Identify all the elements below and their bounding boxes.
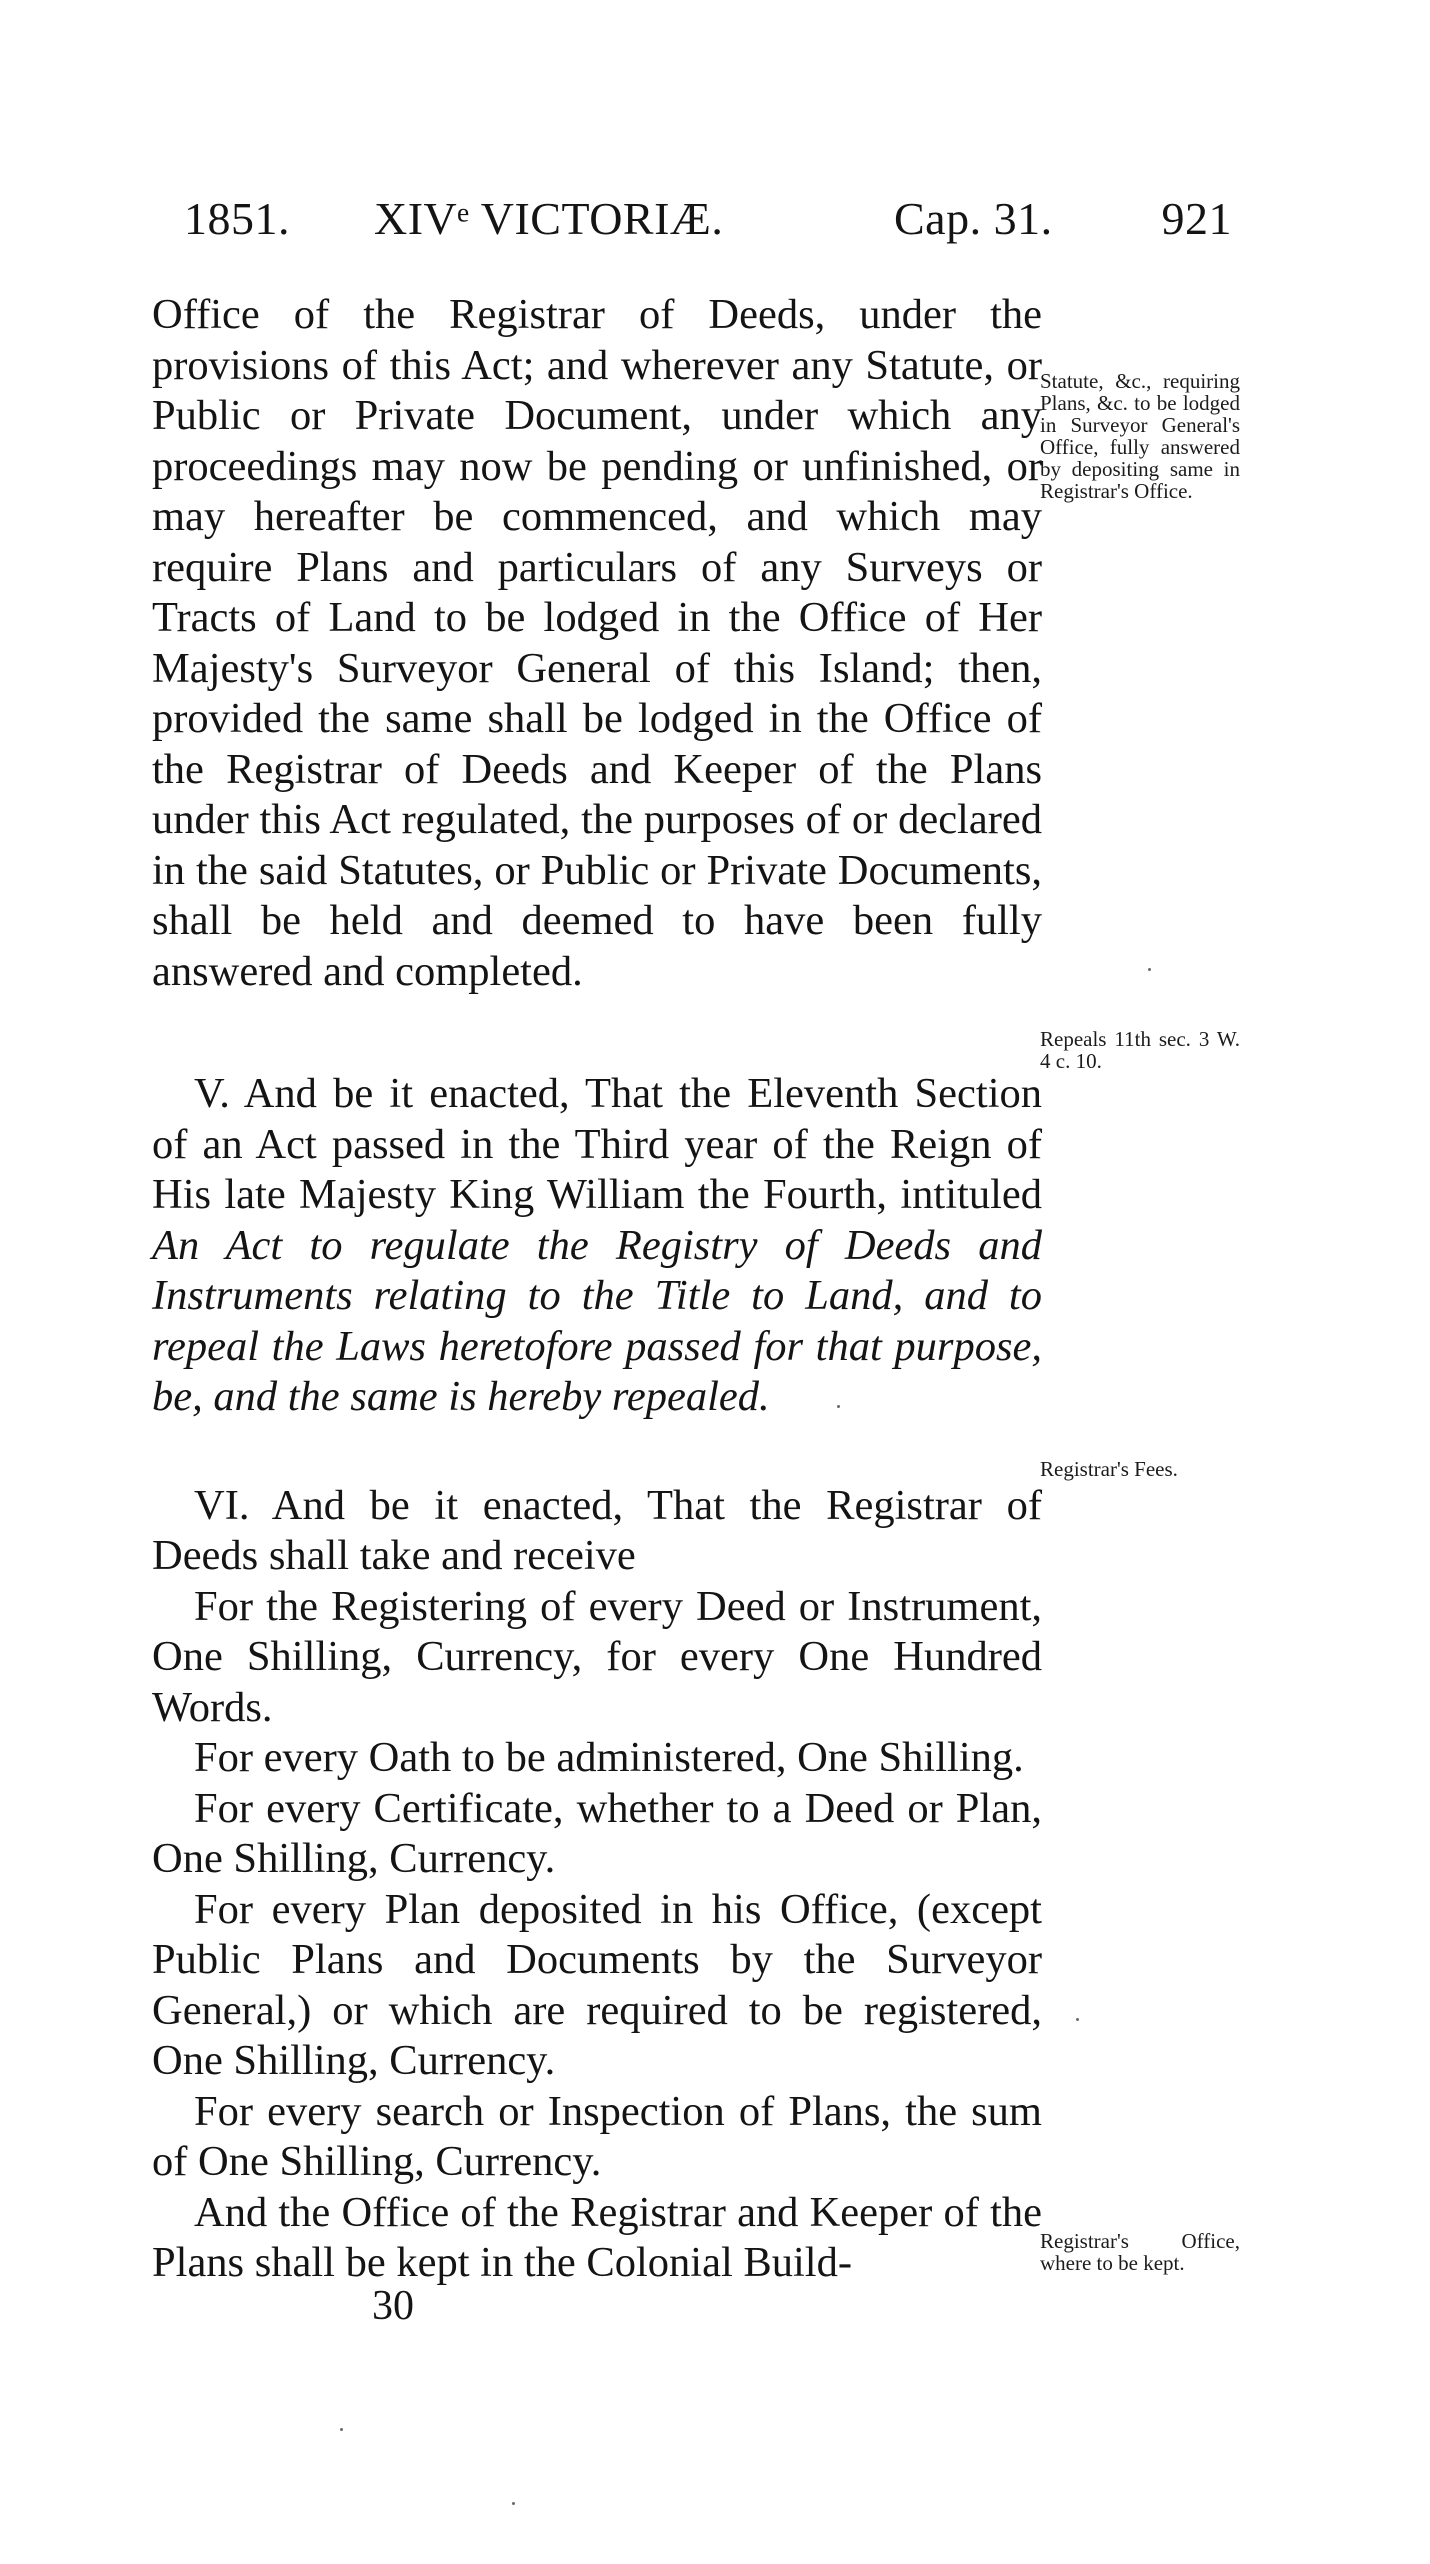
running-header xyxy=(184,192,1232,252)
signature-mark: 30 xyxy=(372,2283,414,2329)
fee-item: For every search or Inspection of Plans, the sum of One Shilling, Currency. xyxy=(152,2087,1042,2185)
header-title: XIVᵉ VICTORIÆ. xyxy=(374,193,724,244)
margin-note-fees: Registrar's Fees. xyxy=(1040,1457,1178,1481)
section-vi: VI. And be it enacted, That the Registrar of Deeds shall take and receive xyxy=(152,1481,1042,1579)
fee-item: For every Oath to be administered, One Shilling. xyxy=(194,1734,1024,1781)
section-v xyxy=(152,1069,1042,1423)
closing-paragraph: And the Office of the Registrar and Keeper of the Plans shall be kept in the Colonial Build- xyxy=(152,2188,1042,2286)
header-year: 1851. xyxy=(184,193,290,244)
ink-speck xyxy=(512,2502,515,2505)
ink-speck xyxy=(1076,2018,1079,2021)
ink-speck xyxy=(1148,968,1151,971)
margin-note-statute: Statute, &c., requiring Plans, &c. to be lodged in Surveyor General's Office, fully answered by depositing same in Registrar's Office. xyxy=(1040,369,1240,503)
header-chapter: Cap. 31. xyxy=(894,193,1053,244)
section-v-act-title: An Act to regulate the Registry of Deeds and Instruments relating to the Title to Land, and to repeal the Laws heretofore passed for that purpose, be, and the same is hereby repealed. xyxy=(152,1221,1042,1420)
margin-note-office: Registrar's Office, where to be kept. xyxy=(1040,2229,1240,2275)
section-v-text: V. And be it enacted, That the Eleventh Section of an Act passed in the Third year of the Reign of His late Majesty King William the Fourth, intituled xyxy=(152,1070,1042,1218)
header-page-number: 921 xyxy=(1161,193,1232,244)
ink-speck xyxy=(340,2428,343,2431)
margin-note-repeal: Repeals 11th sec. 3 W. 4 c. 10. xyxy=(1040,1027,1240,1073)
ink-speck xyxy=(837,1405,840,1408)
paragraph-continuation: Office of the Registrar of Deeds, under the provisions of this Act; and wherever any Statute, or Public or Private Document, under which any proceedings may now be pending or unfinished, or may hereafter be commenced, and which may require Plans and particulars of any Surveys or Tracts of Land to be lodged in the Office of Her Majesty's Surveyor General of this Island; then, provided the same shall be lodged in the Office of the Registrar of Deeds and Keeper of the Plans under this Act regulated, the purposes of or declared in the said Statutes, or Public or Private Documents, shall be held and deemed to have been fully answered and completed. xyxy=(152,291,1042,995)
fee-item: For every Certificate, whether to a Deed or Plan, One Shilling, Currency. xyxy=(152,1784,1042,1882)
fee-item: For every Plan deposited in his Office, (except Public Plans and Documents by the Surveyor General,) or which are required to be registered, One Shilling, Currency. xyxy=(152,1885,1042,2084)
body-text xyxy=(152,290,1042,2289)
fee-item: For the Registering of every Deed or Instrument, One Shilling, Currency, for every One Hundred Words. xyxy=(152,1582,1042,1731)
